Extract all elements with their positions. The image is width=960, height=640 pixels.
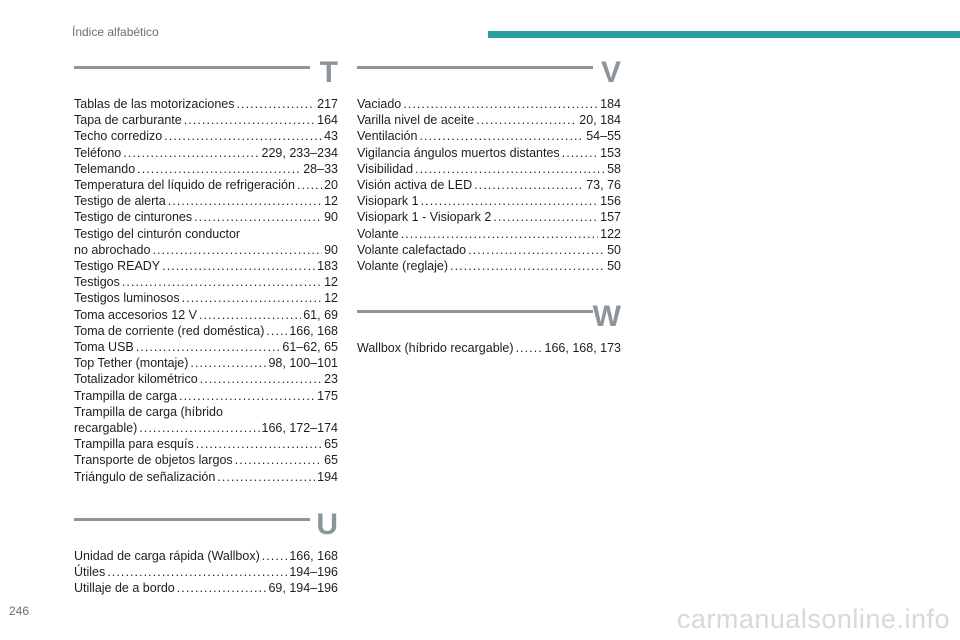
- index-entry-row: [357, 209, 621, 225]
- dot-leader: [152, 242, 322, 258]
- index-list-v: [357, 96, 621, 274]
- index-entry: [74, 145, 338, 161]
- index-entry: [74, 452, 338, 468]
- index-entry: [74, 388, 338, 404]
- dot-leader: [200, 371, 322, 387]
- index-entry: [74, 371, 338, 387]
- index-entry-pages: 28–33: [303, 161, 338, 176]
- dot-leader: [136, 339, 281, 355]
- index-entry-pages: 69, 194–196: [268, 581, 338, 596]
- index-entry-row: [74, 274, 338, 290]
- dot-leader: [297, 177, 322, 193]
- index-entry-label: Volante (reglaje): [357, 259, 449, 274]
- index-entry-label: Vigilancia ángulos muertos distantes: [357, 145, 560, 160]
- index-entry-pages: 61, 69: [303, 307, 338, 322]
- index-entry-label: Top Tether (montaje): [74, 356, 189, 371]
- dot-leader: [164, 128, 322, 144]
- index-entry: [74, 112, 338, 128]
- index-entry-pages: 43: [324, 129, 338, 144]
- index-entry-label: Toma de corriente (red doméstica): [74, 323, 265, 338]
- index-entry-pages: 153: [600, 145, 621, 160]
- dot-leader: [139, 420, 259, 436]
- index-entry-label: Toma USB: [74, 340, 134, 355]
- dot-leader: [266, 323, 287, 339]
- index-entry-row: [357, 242, 621, 258]
- dot-leader: [162, 258, 315, 274]
- index-entry-label: Transporte de objetos largos: [74, 453, 233, 468]
- watermark: carmanualsonline.info: [676, 604, 950, 634]
- index-entry-row: [74, 355, 338, 371]
- index-entry-label: Visibilidad: [357, 161, 414, 176]
- index-entry-label: Tablas de las motorizaciones: [74, 97, 235, 111]
- section-letter: U: [316, 508, 338, 541]
- dot-leader: [235, 452, 322, 468]
- index-entry-label: Totalizador kilométrico: [74, 372, 198, 387]
- index-entry-label: Testigos: [74, 275, 120, 290]
- index-entry-label: Tapa de carburante: [74, 113, 182, 128]
- index-entry: [74, 307, 338, 323]
- index-entry: [74, 469, 338, 485]
- index-entry-row: [74, 323, 338, 339]
- dot-leader: [182, 290, 322, 306]
- index-entry-row: [74, 436, 338, 452]
- index-entry-pages: 90: [324, 242, 338, 257]
- index-entry-label: Vaciado: [357, 97, 402, 111]
- dot-leader: [421, 193, 599, 209]
- index-entry: [74, 96, 338, 112]
- index-entry-label: Teléfono: [74, 145, 122, 160]
- index-entry-row: [74, 112, 338, 128]
- index-entry-pages: 217: [317, 97, 338, 111]
- section-t-header: [74, 56, 338, 96]
- section-t: [74, 56, 338, 485]
- index-entry-label: Utillaje de a bordo: [74, 581, 175, 596]
- index-entry-pages: 98, 100–101: [268, 356, 338, 371]
- dot-leader: [137, 161, 301, 177]
- section-u-header: [74, 508, 338, 548]
- dot-leader: [262, 548, 288, 564]
- index-entry-row: [74, 307, 338, 323]
- dot-leader: [403, 96, 598, 112]
- index-entry-row: [357, 128, 621, 144]
- dot-leader: [401, 226, 598, 242]
- index-entry-row: [74, 128, 338, 144]
- index-entry-label: Ventilación: [357, 129, 418, 144]
- index-entry: [74, 339, 338, 355]
- index-entry: [74, 226, 338, 258]
- index-entry: [74, 404, 338, 436]
- header-title: Índice alfabético: [72, 25, 159, 39]
- index-list-w: [357, 340, 621, 356]
- index-entry-label: Testigos luminosos: [74, 291, 180, 306]
- index-entry-row: [357, 161, 621, 177]
- index-entry: [357, 128, 621, 144]
- index-entry-label: Visiopark 1: [357, 194, 419, 209]
- index-entry-pages: 156: [600, 194, 621, 209]
- dot-leader: [122, 274, 322, 290]
- index-entry-pages: 122: [600, 226, 621, 241]
- section-w: [357, 300, 621, 356]
- index-entry-pages: 50: [607, 242, 621, 257]
- dot-leader: [179, 388, 315, 404]
- dot-leader: [476, 112, 577, 128]
- index-entry-label: Visión activa de LED: [357, 178, 473, 193]
- index-entry-label: Testigo READY: [74, 259, 161, 274]
- index-entry-row: [357, 96, 621, 112]
- section-divider: [74, 66, 310, 69]
- index-entry: [357, 161, 621, 177]
- index-entry-row: [357, 226, 621, 242]
- index-entry-row: [74, 290, 338, 306]
- index-entry-pages: 61–62, 65: [282, 340, 338, 355]
- index-entry-label-line1: Trampilla de carga (híbrido: [74, 404, 223, 419]
- index-entry-row: [357, 340, 621, 356]
- index-entry-pages: 164: [317, 113, 338, 128]
- index-entry: [357, 112, 621, 128]
- dot-leader: [194, 209, 322, 225]
- index-entry-row: [74, 145, 338, 161]
- header-accent-bar: [488, 31, 960, 38]
- dot-leader: [415, 161, 605, 177]
- index-entry-row: [74, 452, 338, 468]
- section-w-header: [357, 300, 621, 340]
- section-v: [357, 56, 621, 274]
- index-entry-pages: 73, 76: [586, 178, 621, 193]
- index-entry: [357, 340, 621, 356]
- index-entry: [357, 242, 621, 258]
- index-entry: [74, 290, 338, 306]
- dot-leader: [516, 340, 543, 356]
- index-entry-label: Testigo de cinturones: [74, 210, 193, 225]
- index-entry-row: [74, 420, 338, 436]
- index-entry-pages: 20, 184: [579, 113, 621, 128]
- index-entry-label: no abrochado: [74, 242, 151, 257]
- index-entry: [74, 548, 338, 564]
- index-entry-row: [74, 388, 338, 404]
- index-entry: [74, 274, 338, 290]
- section-divider: [357, 310, 593, 313]
- section-divider: [357, 66, 593, 69]
- dot-leader: [493, 209, 598, 225]
- index-entry: [74, 128, 338, 144]
- section-u: [74, 508, 338, 597]
- dot-leader: [190, 355, 266, 371]
- dot-leader: [196, 436, 322, 452]
- index-entry-pages: 166, 168: [289, 549, 338, 563]
- index-entry-pages: 184: [600, 97, 621, 111]
- index-entry-pages: 12: [324, 291, 338, 306]
- index-entry-row: [357, 112, 621, 128]
- index-entry-label: Varilla nivel de aceite: [357, 113, 475, 128]
- index-entry-label: Toma accesorios 12 V: [74, 307, 197, 322]
- index-entry-row: [74, 177, 338, 193]
- index-entry-pages: 20: [324, 178, 338, 193]
- index-entry: [74, 258, 338, 274]
- dot-leader: [217, 469, 315, 485]
- dot-leader: [562, 145, 598, 161]
- index-entry-pages: 50: [607, 259, 621, 274]
- index-entry-label-line1: Testigo del cinturón conductor: [74, 226, 241, 241]
- index-entry: [74, 323, 338, 339]
- index-entry-row: [357, 258, 621, 274]
- index-entry: [357, 226, 621, 242]
- dot-leader: [107, 564, 287, 580]
- index-entry-row: [357, 177, 621, 193]
- index-entry-row: [74, 193, 338, 209]
- dot-leader: [237, 96, 316, 112]
- index-entry-label: Temperatura del líquido de refrigeración: [74, 178, 295, 193]
- index-entry-row: [357, 145, 621, 161]
- index-entry-pages: 166, 168: [289, 323, 338, 338]
- section-letter: V: [600, 56, 621, 89]
- index-entry: [74, 436, 338, 452]
- dot-leader: [123, 145, 259, 161]
- index-entry-row: [357, 193, 621, 209]
- index-entry-pages: 157: [600, 210, 621, 225]
- index-entry-pages: 58: [607, 161, 621, 176]
- index-entry-row: [74, 469, 338, 485]
- dot-leader: [468, 242, 605, 258]
- index-entry-label: Trampilla de carga: [74, 388, 178, 403]
- index-entry: [357, 209, 621, 225]
- index-entry-pages: 229, 233–234: [261, 145, 338, 160]
- index-entry-label: Trampilla para esquís: [74, 437, 194, 452]
- index-entry-label: Triángulo de señalización: [74, 469, 216, 484]
- index-entry: [74, 355, 338, 371]
- index-entry: [74, 209, 338, 225]
- index-entry: [74, 177, 338, 193]
- page-number: 246: [9, 604, 30, 618]
- index-entry-pages: 12: [324, 194, 338, 209]
- index-entry-pages: 194–196: [289, 565, 338, 580]
- index-entry-row: [74, 242, 338, 258]
- section-letter: W: [592, 300, 621, 333]
- section-v-header: [357, 56, 621, 96]
- index-entry-label: Telemando: [74, 161, 136, 176]
- index-entry: [357, 193, 621, 209]
- index-entry-pages: 90: [324, 210, 338, 225]
- index-entry-label: Útiles: [74, 565, 106, 580]
- index-entry: [74, 193, 338, 209]
- dot-leader: [184, 112, 315, 128]
- index-entry-label: Volante calefactado: [357, 242, 467, 257]
- index-entry: [74, 580, 338, 596]
- index-entry-pages: 166, 168, 173: [544, 341, 621, 355]
- index-entry: [357, 145, 621, 161]
- index-entry-row: [74, 339, 338, 355]
- section-divider: [74, 518, 310, 521]
- index-entry-row: [74, 580, 338, 596]
- section-letter: T: [319, 56, 338, 89]
- index-entry-pages: 166, 172–174: [261, 421, 338, 436]
- index-entry-pages: 175: [317, 388, 338, 403]
- dot-leader: [177, 580, 267, 596]
- index-entry-row: [74, 96, 338, 112]
- index-entry-row: [74, 548, 338, 564]
- dot-leader: [474, 177, 584, 193]
- index-entry-pages: 65: [324, 453, 338, 468]
- index-entry-label: Wallbox (híbrido recargable): [357, 341, 514, 355]
- index-entry: [357, 177, 621, 193]
- dot-leader: [168, 193, 322, 209]
- index-entry-label: recargable): [74, 421, 138, 436]
- index-entry-pages: 23: [324, 372, 338, 387]
- index-entry: [357, 258, 621, 274]
- index-entry: [357, 96, 621, 112]
- index-entry-pages: 54–55: [586, 129, 621, 144]
- dot-leader: [450, 258, 605, 274]
- index-list-u: [74, 548, 338, 597]
- index-entry-row: [74, 371, 338, 387]
- index-entry: [74, 564, 338, 580]
- index-entry-label: Visiopark 1 - Visiopark 2: [357, 210, 492, 225]
- dot-leader: [199, 307, 301, 323]
- index-list-t: [74, 96, 338, 485]
- dot-leader: [419, 128, 584, 144]
- index-entry-row: [74, 564, 338, 580]
- index-entry-label: Unidad de carga rápida (Wallbox): [74, 549, 260, 563]
- index-entry-pages: 183: [317, 259, 338, 274]
- index-entry-pages: 194: [317, 469, 338, 484]
- index-entry-label: Testigo de alerta: [74, 194, 166, 209]
- index-entry-pages: 12: [324, 275, 338, 290]
- index-entry-label: Volante: [357, 226, 399, 241]
- index-entry-row: [74, 209, 338, 225]
- index-entry-label: Techo corredizo: [74, 129, 163, 144]
- index-entry: [74, 161, 338, 177]
- index-entry-pages: 65: [324, 437, 338, 452]
- index-entry-row: [74, 161, 338, 177]
- index-entry-row: [74, 258, 338, 274]
